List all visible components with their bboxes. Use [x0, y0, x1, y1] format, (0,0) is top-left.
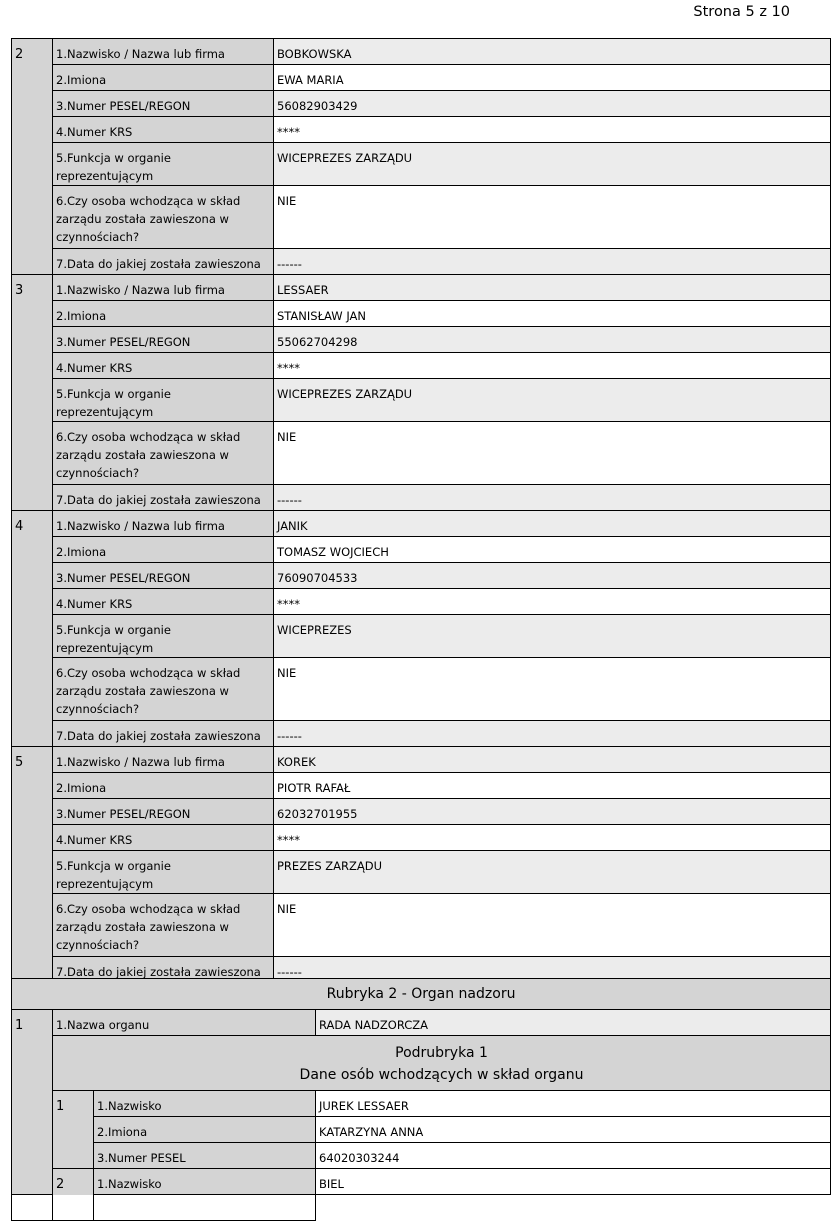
field-label: 4.Numer KRS: [53, 825, 274, 851]
person-field-row: [12, 249, 831, 275]
person-field-row: [12, 851, 831, 894]
field-label: 3.Numer PESEL: [94, 1143, 316, 1169]
rubryka-title: Rubryka 2 - Organ nadzoru: [12, 979, 831, 1010]
person-field-row: [12, 511, 831, 537]
field-label: 1.Nazwisko / Nazwa lub firma: [53, 747, 274, 773]
field-value: LESSAER: [274, 275, 831, 301]
person-field-row: [12, 658, 831, 721]
field-label: 7.Data do jakiej została zawieszona: [53, 485, 274, 511]
field-value: 56082903429: [274, 91, 831, 117]
person-field-row: [12, 537, 831, 563]
person-field-row: [12, 589, 831, 615]
field-value: WICEPREZES ZARZĄDU: [274, 379, 831, 422]
field-value: STANISŁAW JAN: [274, 301, 831, 327]
member-row: [12, 1091, 831, 1117]
field-label: 4.Numer KRS: [53, 353, 274, 379]
field-label: 6.Czy osoba wchodząca w skład zarządu została zawieszona w czynnościach?: [53, 894, 274, 957]
field-label: 2.Imiona: [53, 301, 274, 327]
field-value: ****: [274, 825, 831, 851]
field-label: 6.Czy osoba wchodząca w skład zarządu została zawieszona w czynnościach?: [53, 186, 274, 249]
person-field-row: [12, 721, 831, 747]
person-field-row: [12, 799, 831, 825]
entry-number: 2: [12, 39, 53, 275]
field-value: ------: [274, 485, 831, 511]
field-value: EWA MARIA: [274, 65, 831, 91]
field-value: ------: [274, 249, 831, 275]
member-number: 2: [53, 1169, 94, 1221]
rubryka-header-row: [12, 979, 831, 1010]
person-field-row: [12, 327, 831, 353]
field-value: ------: [274, 957, 831, 983]
person-field-row: [12, 825, 831, 851]
member-row: [12, 1117, 831, 1143]
person-field-row: [12, 773, 831, 799]
entry-number: 3: [12, 275, 53, 511]
field-label: 3.Numer PESEL/REGON: [53, 327, 274, 353]
field-value: PREZES ZARZĄDU: [274, 851, 831, 894]
field-value: BOBKOWSKA: [274, 39, 831, 65]
field-label: 6.Czy osoba wchodząca w skład zarządu została zawieszona w czynnościach?: [53, 422, 274, 485]
organ-name-row: [12, 1010, 831, 1036]
field-value: KATARZYNA ANNA: [316, 1117, 831, 1143]
member-row: [12, 1169, 831, 1195]
person-field-row: [12, 117, 831, 143]
field-value: TOMASZ WOJCIECH: [274, 537, 831, 563]
field-value: NIE: [274, 422, 831, 485]
field-label: 3.Numer PESEL/REGON: [53, 91, 274, 117]
field-value: 64020303244: [316, 1143, 831, 1169]
field-label: 7.Data do jakiej została zawieszona: [53, 957, 274, 983]
field-label: 1.Nazwisko: [94, 1169, 316, 1195]
field-label: 4.Numer KRS: [53, 117, 274, 143]
field-value: ------: [274, 721, 831, 747]
field-label: 1.Nazwisko / Nazwa lub firma: [53, 275, 274, 301]
person-field-row: [12, 615, 831, 658]
field-label: 1.Nazwisko / Nazwa lub firma: [53, 511, 274, 537]
field-value: NIE: [274, 186, 831, 249]
person-field-row: [12, 747, 831, 773]
person-field-row: [12, 485, 831, 511]
subrubryka-title: Podrubryka 1: [395, 1045, 488, 1061]
field-value: WICEPREZES: [274, 615, 831, 658]
person-field-row: [12, 301, 831, 327]
field-label: 7.Data do jakiej została zawieszona: [53, 721, 274, 747]
field-label: 2.Imiona: [53, 773, 274, 799]
supervisory-body-table: [11, 978, 831, 1221]
field-label: 3.Numer PESEL/REGON: [53, 563, 274, 589]
field-value: 76090704533: [274, 563, 831, 589]
field-label: 1.Nazwa organu: [53, 1010, 316, 1036]
blank-row: [12, 1195, 831, 1221]
field-value: 55062704298: [274, 327, 831, 353]
field-value: BIEL: [316, 1169, 831, 1195]
field-value: ****: [274, 353, 831, 379]
entry-number: 1: [12, 1010, 53, 1195]
field-value: NIE: [274, 658, 831, 721]
field-label: 4.Numer KRS: [53, 589, 274, 615]
field-label: 7.Data do jakiej została zawieszona: [53, 249, 274, 275]
field-value: ****: [274, 589, 831, 615]
field-value: WICEPREZES ZARZĄDU: [274, 143, 831, 186]
field-label: 3.Numer PESEL/REGON: [53, 799, 274, 825]
field-label: 2.Imiona: [94, 1117, 316, 1143]
field-label: 1.Nazwisko: [94, 1091, 316, 1117]
blank-cell: [94, 1195, 316, 1221]
field-value: JUREK LESSAER: [316, 1091, 831, 1117]
subrubryka-subtitle: Dane osób wchodzących w skład organu: [299, 1067, 584, 1083]
person-field-row: [12, 65, 831, 91]
person-field-row: [12, 353, 831, 379]
field-label: 2.Imiona: [53, 537, 274, 563]
field-value: RADA NADZORCZA: [316, 1010, 831, 1036]
entry-number: 4: [12, 511, 53, 747]
person-field-row: [12, 422, 831, 485]
field-label: 1.Nazwisko / Nazwa lub firma: [53, 39, 274, 65]
member-number: 1: [53, 1091, 94, 1169]
subrubryka-header: [53, 1036, 831, 1091]
blank-cell: [12, 1195, 94, 1221]
field-label: 5.Funkcja w organie reprezentującym: [53, 851, 274, 894]
field-label: 5.Funkcja w organie reprezentującym: [53, 143, 274, 186]
person-field-row: [12, 563, 831, 589]
person-field-row: [12, 39, 831, 65]
page-indicator: Strona 5 z 10: [693, 4, 790, 20]
field-label: 5.Funkcja w organie reprezentującym: [53, 379, 274, 422]
field-label: 5.Funkcja w organie reprezentującym: [53, 615, 274, 658]
field-value: 62032701955: [274, 799, 831, 825]
field-value: ****: [274, 117, 831, 143]
field-value: KOREK: [274, 747, 831, 773]
field-value: NIE: [274, 894, 831, 957]
field-value: JANIK: [274, 511, 831, 537]
person-field-row: [12, 275, 831, 301]
entry-number: 5: [12, 747, 53, 983]
person-field-row: [12, 143, 831, 186]
field-value: PIOTR RAFAŁ: [274, 773, 831, 799]
member-row: [12, 1143, 831, 1169]
person-field-row: [12, 379, 831, 422]
person-field-row: [12, 91, 831, 117]
person-field-row: [12, 186, 831, 249]
field-label: 6.Czy osoba wchodząca w skład zarządu została zawieszona w czynnościach?: [53, 658, 274, 721]
field-label: 2.Imiona: [53, 65, 274, 91]
management-board-table: [11, 38, 831, 983]
subrubryka-header-row: [12, 1036, 831, 1091]
person-field-row: [12, 894, 831, 957]
